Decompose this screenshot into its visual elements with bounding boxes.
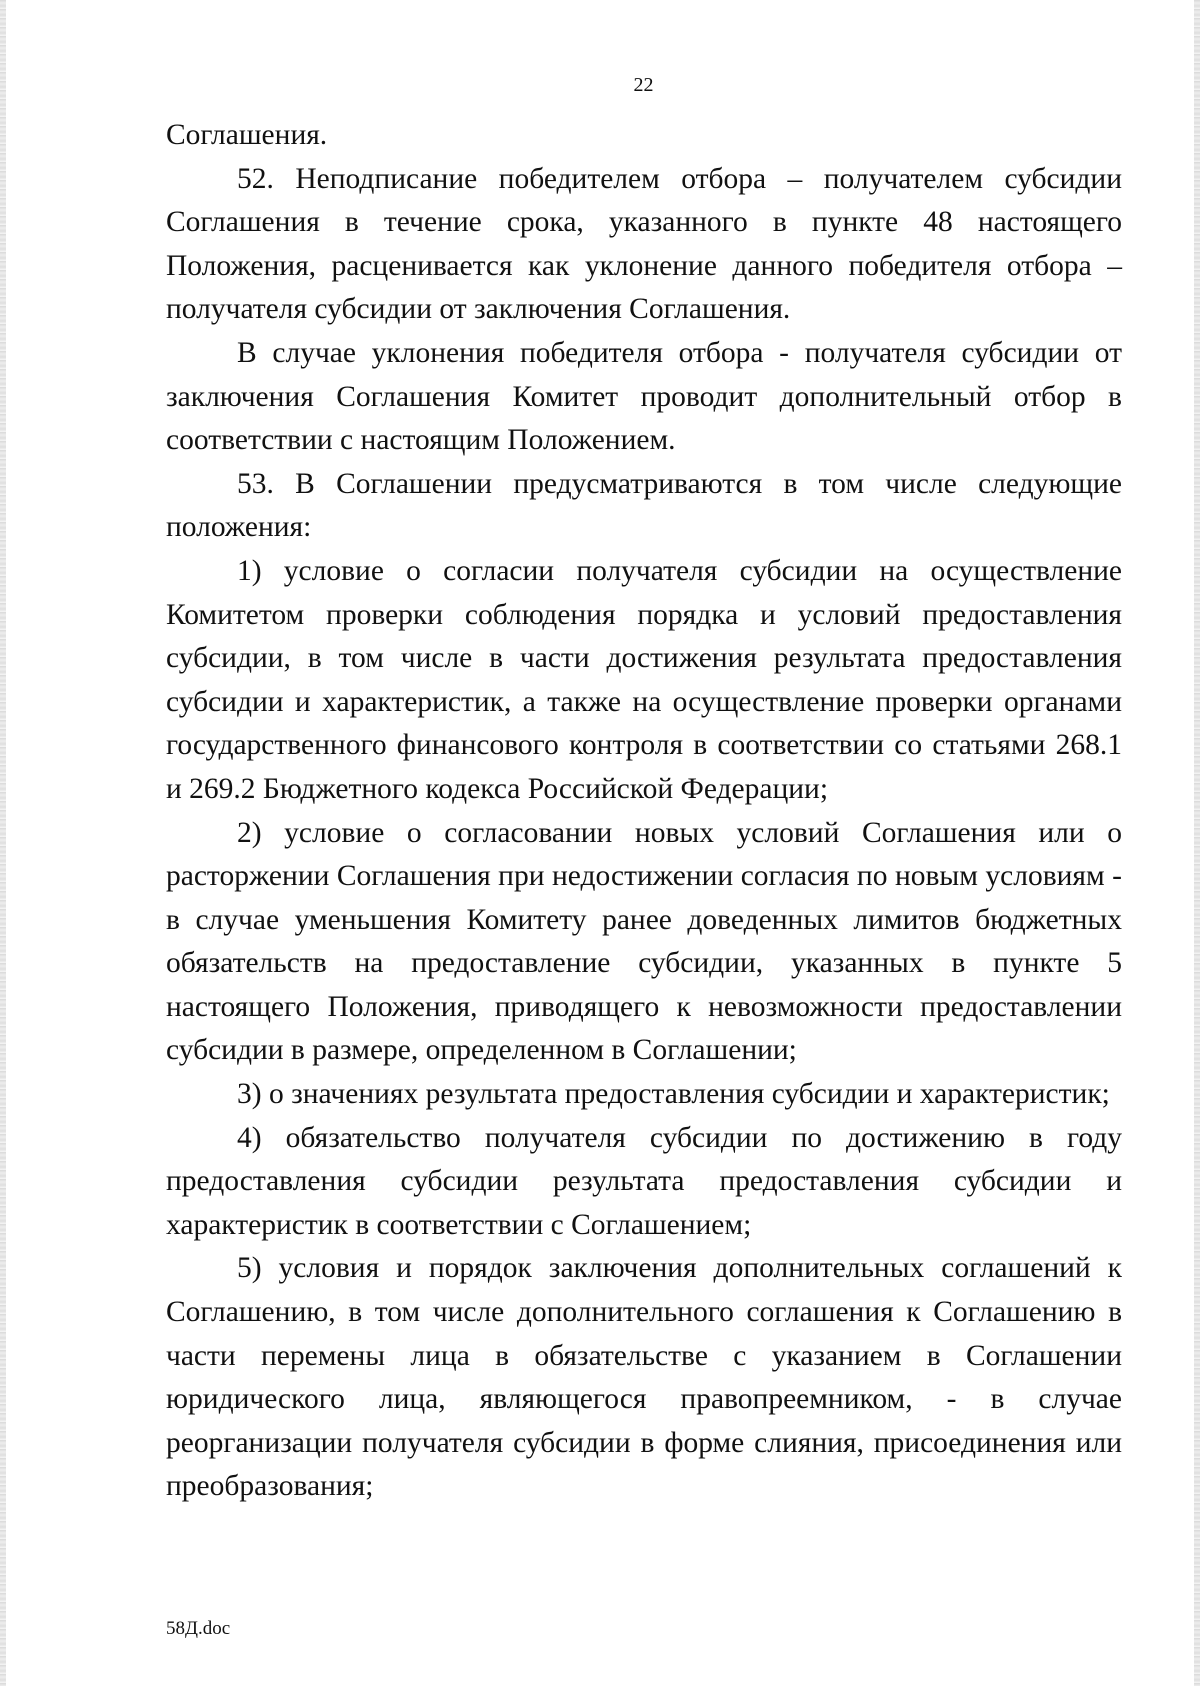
page-number: 22 xyxy=(633,74,654,96)
scan-edge-left xyxy=(0,0,6,1686)
list-item-2: 2) условие о согласовании новых условий Соглашения или о расторжении Соглашения при недостижении согласия по новым условиям - в случае уменьшения Комитету ранее доведенных лимитов бюджетных обязательств на предоставление субсидии, указанных в пункте 5 настоящего Положения, приводящего к невозможности предоставлении субсидии в размере, определенном в Соглашении; xyxy=(166,816,1122,1067)
document-body xyxy=(166,114,1122,1509)
paragraph-item-53: 53. В Соглашении предусматриваются в том числе следующие положения: xyxy=(166,467,1122,544)
list-item-1: 1) условие о согласии получателя субсидии на осуществление Комитетом проверки соблюдения порядка и условий предоставления субсидии, в том числе в части достижения результата предоставления субсидии и характеристик, а также на осуществление проверки органами государственного финансового контроля в соответствии со статьями 268.1 и 269.2 Бюджетного кодекса Российской Федерации; xyxy=(166,554,1122,805)
list-item-5: 5) условия и порядок заключения дополнительных соглашений к Соглашению, в том числе дополнительного соглашения к Соглашению в части перемены лица в обязательстве с указанием в Соглашении юридического лица, являющегося правопреемником, - в случае реорганизации получателя субсидии в форме слияния, присоединения или преобразования; xyxy=(166,1252,1122,1503)
list-item-4: 4) обязательство получателя субсидии по достижению в году предоставления субсидии результата предоставления субсидии и характеристик в соответствии с Соглашением; xyxy=(166,1121,1122,1241)
paragraph-continuation: Соглашения. xyxy=(166,119,328,151)
paragraph-item-52: 52. Неподписание победителем отбора – получателем субсидии Соглашения в течение срока, указанного в пункте 48 настоящего Положения, расценивается как уклонение данного победителя отбора – получателя субсидии от заключения Соглашения. xyxy=(166,162,1122,326)
scan-edge-right xyxy=(1194,0,1200,1686)
footer-filename: 58Д.doc xyxy=(166,1618,231,1639)
list-item-3: 3) о значениях результата предоставления субсидии и характеристик; xyxy=(237,1078,1110,1111)
paragraph-evasion-case: В случае уклонения победителя отбора - получателя субсидии от заключения Соглашения Комитет проводит дополнительный отбор в соответствии с настоящим Положением. xyxy=(166,336,1122,457)
